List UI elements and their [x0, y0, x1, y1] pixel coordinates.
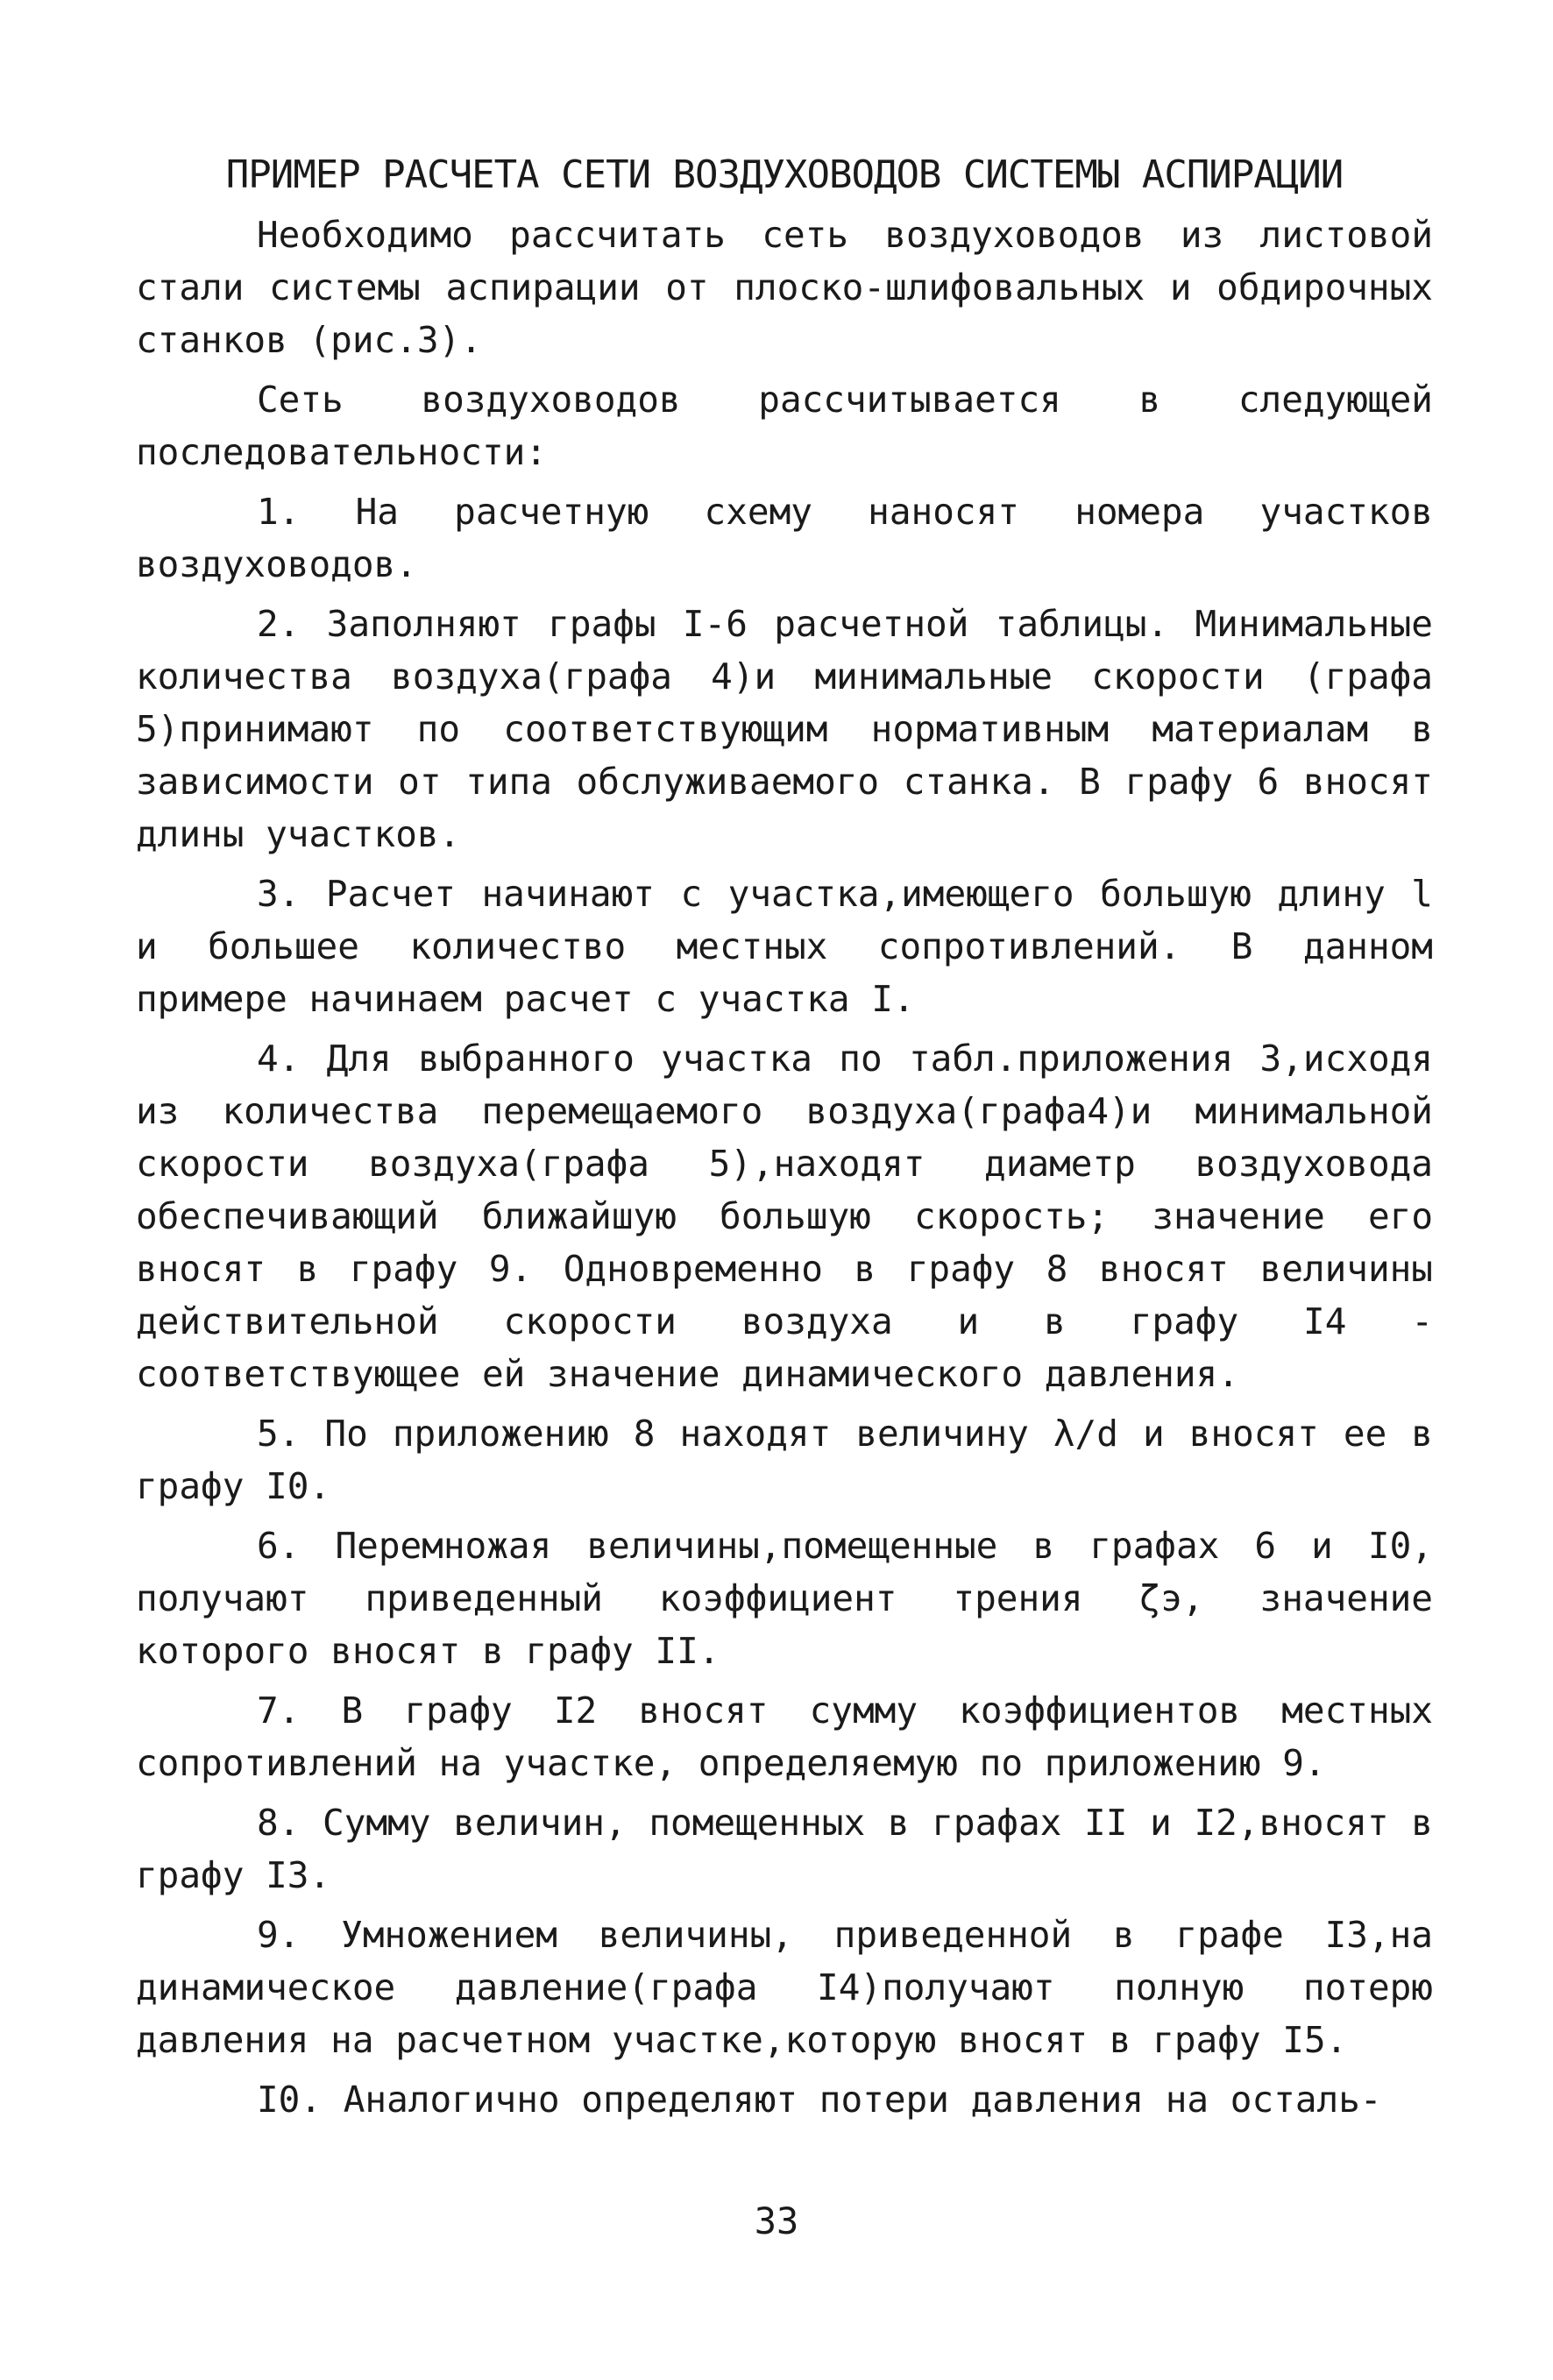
paragraph-step-1: 1. На расчетную схему наносят номера участков воздуховодов. [136, 491, 1433, 585]
paragraph-step-8: 8. Сумму величин, помещенных в графах II и I2,вносят в графу I3. [136, 1802, 1433, 1896]
paragraph-step-9: 9. Умножением величины, приведенной в графе I3,на динамическое давление(графа I4)получают полную потерю давления на расчетном участке,которую вносят в графу I5. [136, 1914, 1433, 2061]
document-page [136, 149, 1433, 2126]
paragraph-step-3: 3. Расчет начинают с участка,имеющего большую длину l и большее количество местных сопротивлений. В данном примере начинаем расчет с участка I. [136, 873, 1433, 1020]
paragraph-step-7: 7. В графу I2 вносят сумму коэффициентов местных сопротивлений на участке, определяемую по приложению 9. [136, 1689, 1433, 1784]
paragraph-intro: Необходимо рассчитать сеть воздуховодов из листовой стали системы аспирации от плоско-шлифовальных и обдирочных станков (рис.3). [136, 214, 1433, 361]
document-title: ПРИМЕР РАСЧЕТА СЕТИ ВОЗДУХОВОДОВ СИСТЕМЫ АСПИРАЦИИ [225, 152, 1344, 197]
paragraph-step-2: 2. Заполняют графы I-6 расчетной таблицы. Минимальные количества воздуха(графа 4)и минимальные скорости (графа 5)принимают по соответствующим нормативным материалам в зависимости от типа обслуживаемого станка. В графу 6 вносят длины участков. [136, 603, 1433, 855]
paragraph-step-4: 4. Для выбранного участка по табл.приложения 3,исходя из количества перемещаемого воздуха(графа4)и минимальной скорости воздуха(графа 5),находят диаметр воздуховода обеспечивающий ближайшую большую скорость; значение его вносят в графу 9. Одновременно в графу 8 вносят величины действительной скорости воздуха и в графу I4 - соответствующее ей значение динамического давления. [136, 1038, 1433, 1395]
paragraph-step-6: 6. Перемножая величины,помещенные в графах 6 и I0, получают приведенный коэффициент трения ζэ, значение которого вносят в графу II. [136, 1525, 1433, 1672]
paragraph-sequence: Сеть воздуховодов рассчитывается в следующей последовательности: [136, 379, 1433, 473]
paragraph-step-5: 5. По приложению 8 находят величину λ/d и вносят ее в графу I0. [136, 1413, 1433, 1507]
page-number: 33 [754, 2199, 799, 2242]
paragraph-step-10: I0. Аналогично определяют потери давления на осталь- [257, 2079, 1382, 2121]
